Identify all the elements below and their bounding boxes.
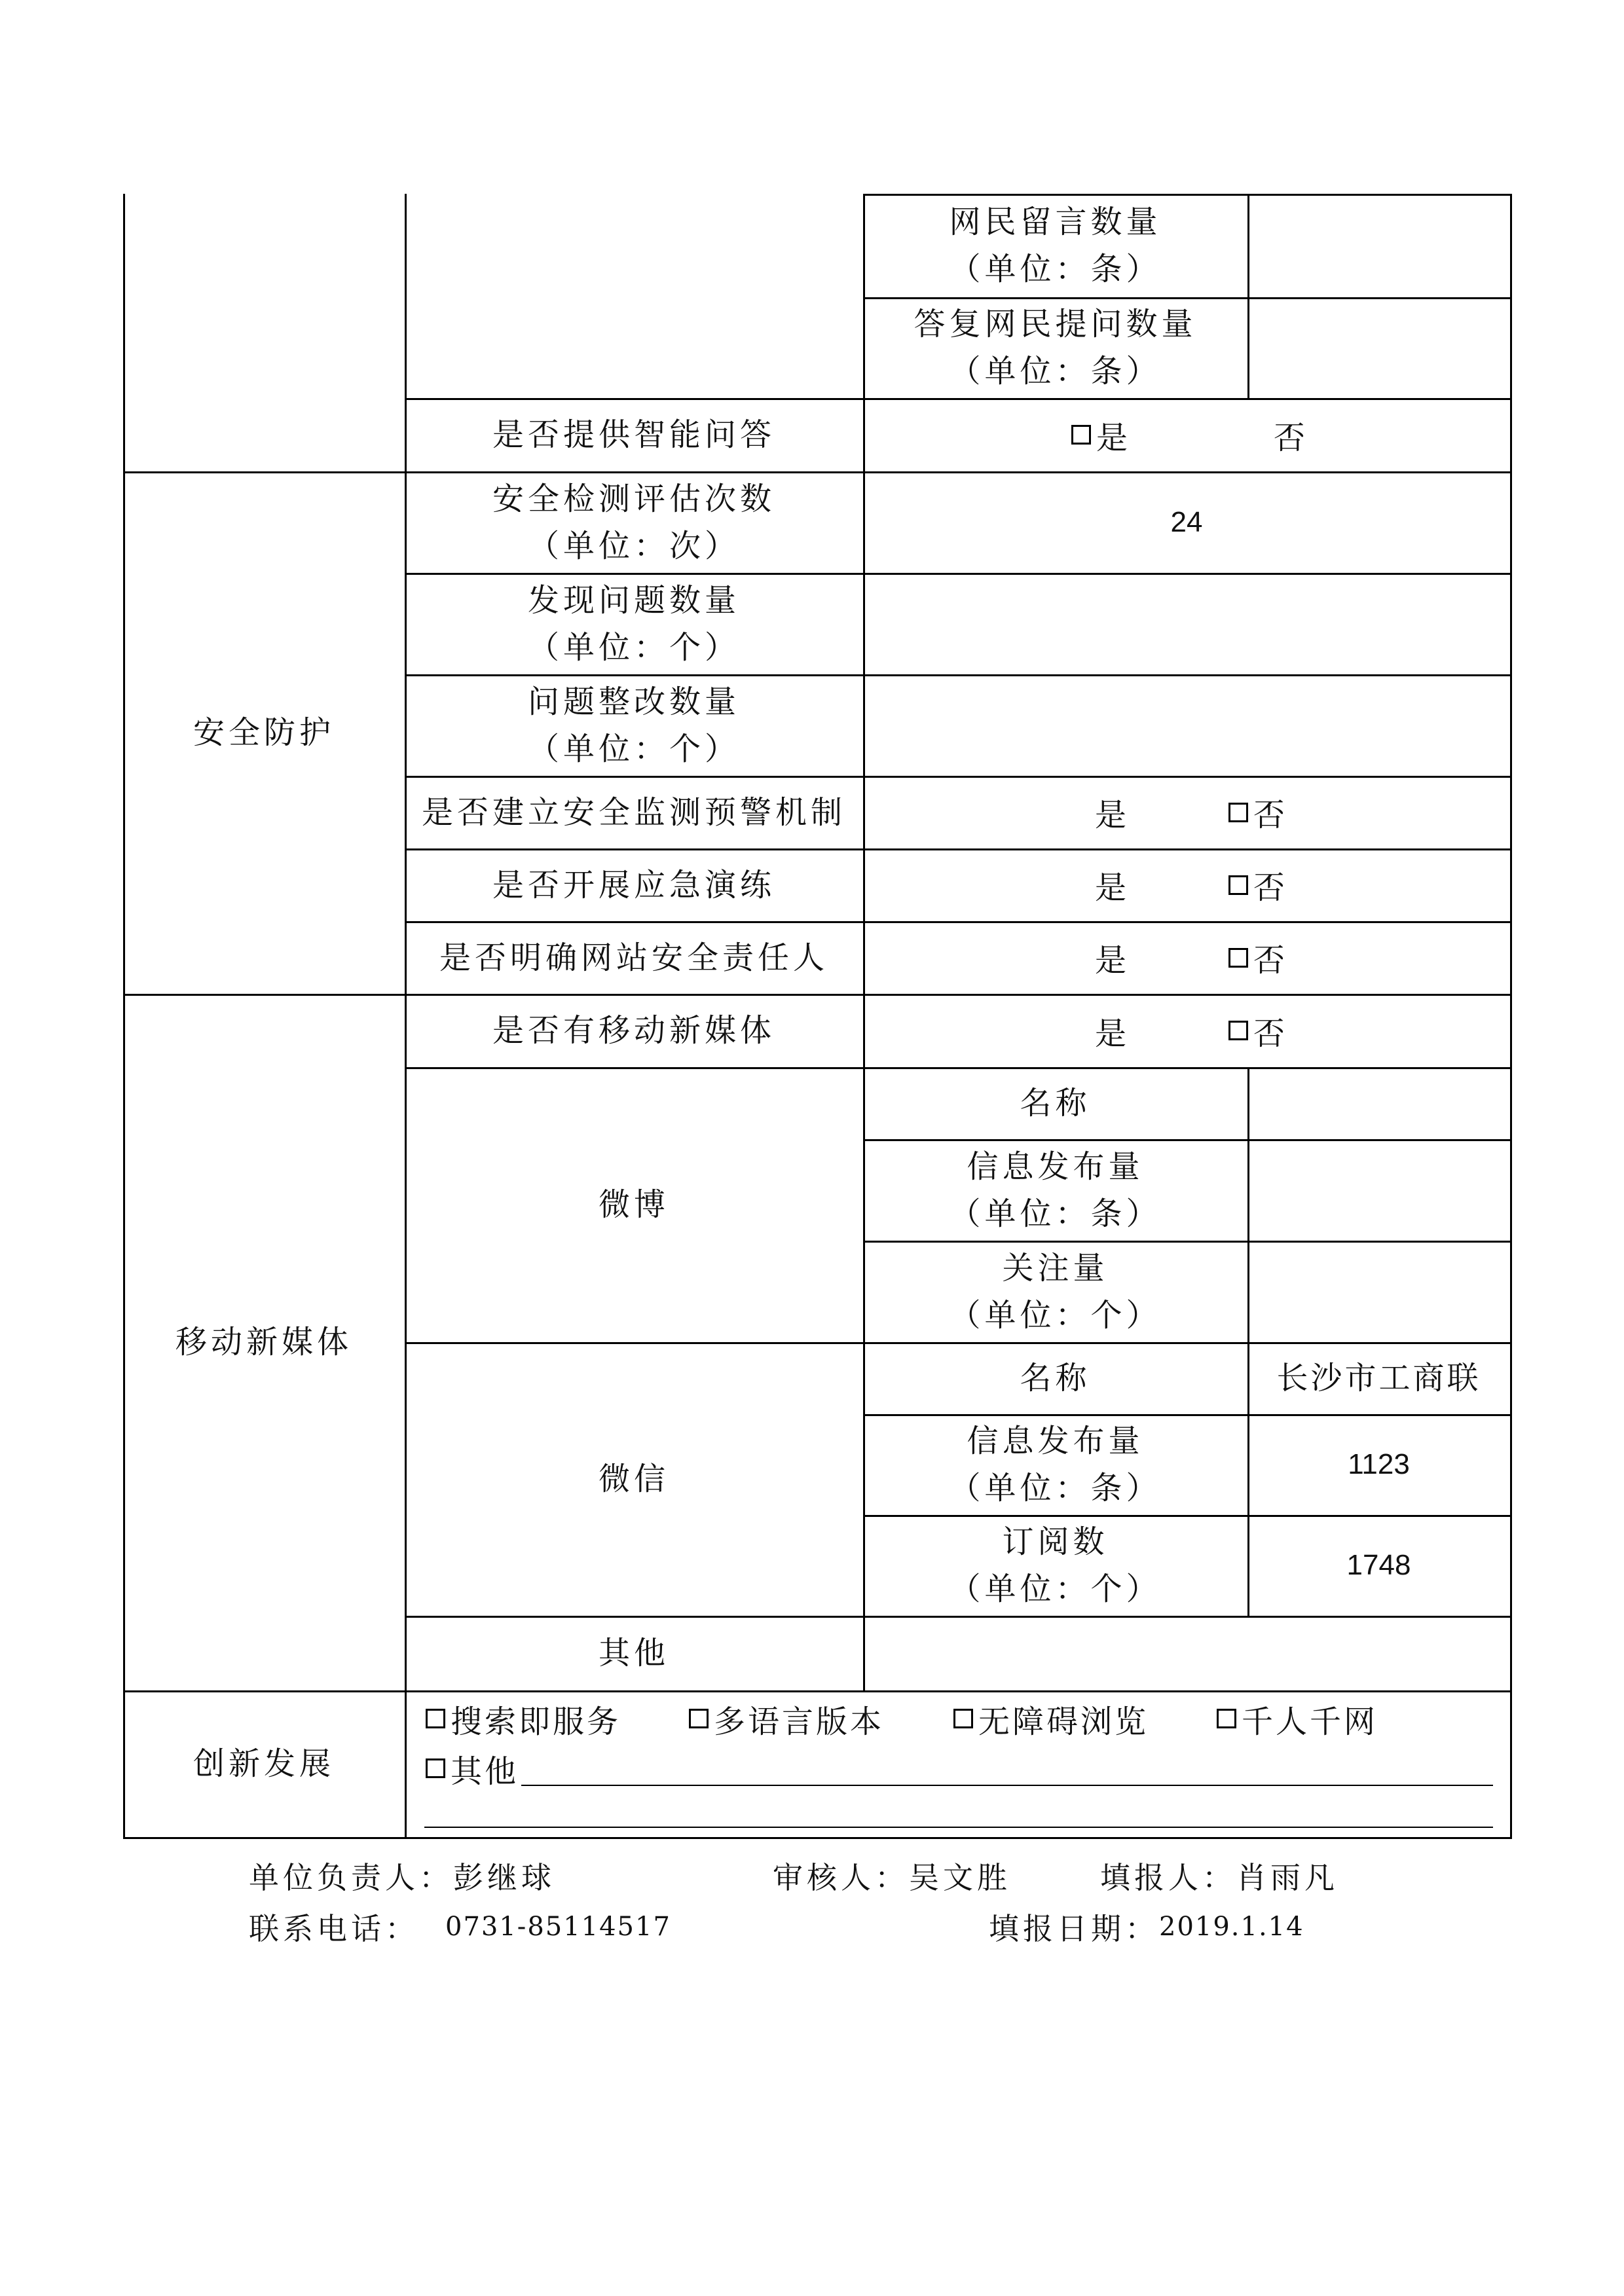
mobile-section-label: 移动新媒体	[175, 1324, 352, 1360]
innovation-other-line	[521, 1785, 1493, 1786]
smart-qa-no[interactable]: 否	[1274, 419, 1308, 456]
security-owner-label: 是否明确网站安全责任人	[439, 939, 828, 976]
innovation-option-accessibility[interactable]: 无障碍浏览	[953, 1696, 1149, 1741]
date-value: 2019.1.14	[1159, 1912, 1304, 1942]
weibo-posts-value[interactable]	[1247, 1139, 1510, 1241]
drill-no[interactable]: 否	[1228, 848, 1287, 921]
reviewer	[773, 1853, 1011, 1899]
table-right-border	[1510, 194, 1512, 1838]
smart-qa-label: 是否提供智能问答	[492, 416, 775, 453]
msg-count-value[interactable]	[1247, 194, 1510, 297]
weibo-label: 微博	[598, 1186, 669, 1223]
other-media-label: 其他	[598, 1635, 669, 1671]
smart-qa-yes[interactable]: 是	[1071, 398, 1130, 471]
date	[989, 1904, 1304, 1950]
emergency-drill-label: 是否开展应急演练	[492, 866, 775, 903]
owner-no[interactable]: 否	[1228, 921, 1287, 994]
leader-name: 彭继球	[453, 1860, 555, 1895]
wechat-posts-label: 信息发布量 （单位：条）	[949, 1423, 1162, 1506]
weibo-follow-label: 关注量 （单位：个）	[949, 1249, 1162, 1334]
weibo-name-value[interactable]	[1247, 1067, 1510, 1139]
phone-label: 联系电话：	[249, 1911, 419, 1946]
phone-value: 0731-85114517	[445, 1912, 671, 1942]
reply-count-value[interactable]	[1247, 297, 1510, 398]
checkbox-icon	[1228, 1021, 1248, 1040]
wechat-name-value: 长沙市工商联	[1276, 1360, 1481, 1396]
innovation-option-multilang[interactable]: 多语言版本	[689, 1696, 884, 1741]
leader	[249, 1853, 555, 1899]
weibo-posts-label: 信息发布量 （单位：条）	[949, 1148, 1162, 1232]
has-mobile-no[interactable]: 否	[1228, 994, 1287, 1067]
problems-fixed-value[interactable]	[863, 674, 1510, 776]
reply-count-label: 答复网民提问数量 （单位：条）	[913, 306, 1197, 390]
checkbox-icon	[953, 1709, 973, 1728]
drill-yes[interactable]: 是	[1095, 869, 1130, 906]
wechat-subs-label: 订阅数 （单位：个）	[949, 1523, 1162, 1607]
reviewer-label: 审核人：	[773, 1860, 909, 1895]
checkbox-icon	[1217, 1709, 1236, 1728]
problems-fixed-label: 问题整改数量 （单位：个）	[527, 683, 740, 767]
security-section-label: 安全防护	[193, 714, 335, 751]
date-label: 填报日期：	[989, 1911, 1159, 1946]
wechat-posts-value: 1123	[1348, 1448, 1410, 1480]
security-eval-label: 安全检测评估次数 （单位：次）	[492, 480, 775, 564]
problems-found-label: 发现问题数量 （单位：个）	[527, 581, 740, 666]
checkbox-icon	[689, 1709, 709, 1728]
weibo-follow-value[interactable]	[1247, 1241, 1510, 1342]
reviewer-name: 吴文胜	[909, 1860, 1011, 1895]
wechat-label: 微信	[598, 1461, 669, 1497]
warning-mechanism-label: 是否建立安全监测预警机制	[421, 793, 846, 831]
security-eval-value: 24	[1170, 505, 1203, 538]
checkbox-icon	[426, 1758, 445, 1778]
warning-yes[interactable]: 是	[1095, 797, 1130, 833]
has-mobile-label: 是否有移动新媒体	[492, 1012, 775, 1049]
wechat-subs-value: 1748	[1346, 1549, 1411, 1581]
innovation-blank-line	[424, 1827, 1493, 1828]
innovation-option-personalized[interactable]: 千人千网	[1217, 1696, 1378, 1741]
phone	[249, 1904, 671, 1950]
leader-label: 单位负责人：	[249, 1860, 453, 1895]
checkbox-icon	[1228, 948, 1248, 968]
has-mobile-yes[interactable]: 是	[1095, 1015, 1130, 1052]
other-media-value[interactable]	[863, 1616, 1510, 1690]
filler	[1100, 1853, 1338, 1899]
innovation-option-search[interactable]: 搜索即服务	[426, 1696, 621, 1741]
checkbox-icon	[1228, 875, 1248, 895]
warning-no[interactable]: 否	[1228, 776, 1287, 848]
innovation-section-label: 创新发展	[193, 1745, 335, 1782]
checkbox-icon	[1228, 803, 1248, 822]
weibo-name-label: 名称	[1020, 1085, 1091, 1121]
innovation-option-other[interactable]: 其他	[426, 1745, 519, 1791]
filler-name: 肖雨凡	[1236, 1860, 1338, 1895]
wechat-name-label: 名称	[1020, 1360, 1091, 1396]
checkbox-icon	[1071, 425, 1091, 445]
filler-label: 填报人：	[1100, 1860, 1236, 1895]
owner-yes[interactable]: 是	[1095, 942, 1130, 979]
problems-found-value[interactable]	[863, 573, 1510, 674]
msg-count-label: 网民留言数量 （单位：条）	[949, 204, 1162, 287]
checkbox-icon	[426, 1709, 445, 1728]
table-bottom-border	[123, 1837, 1512, 1839]
